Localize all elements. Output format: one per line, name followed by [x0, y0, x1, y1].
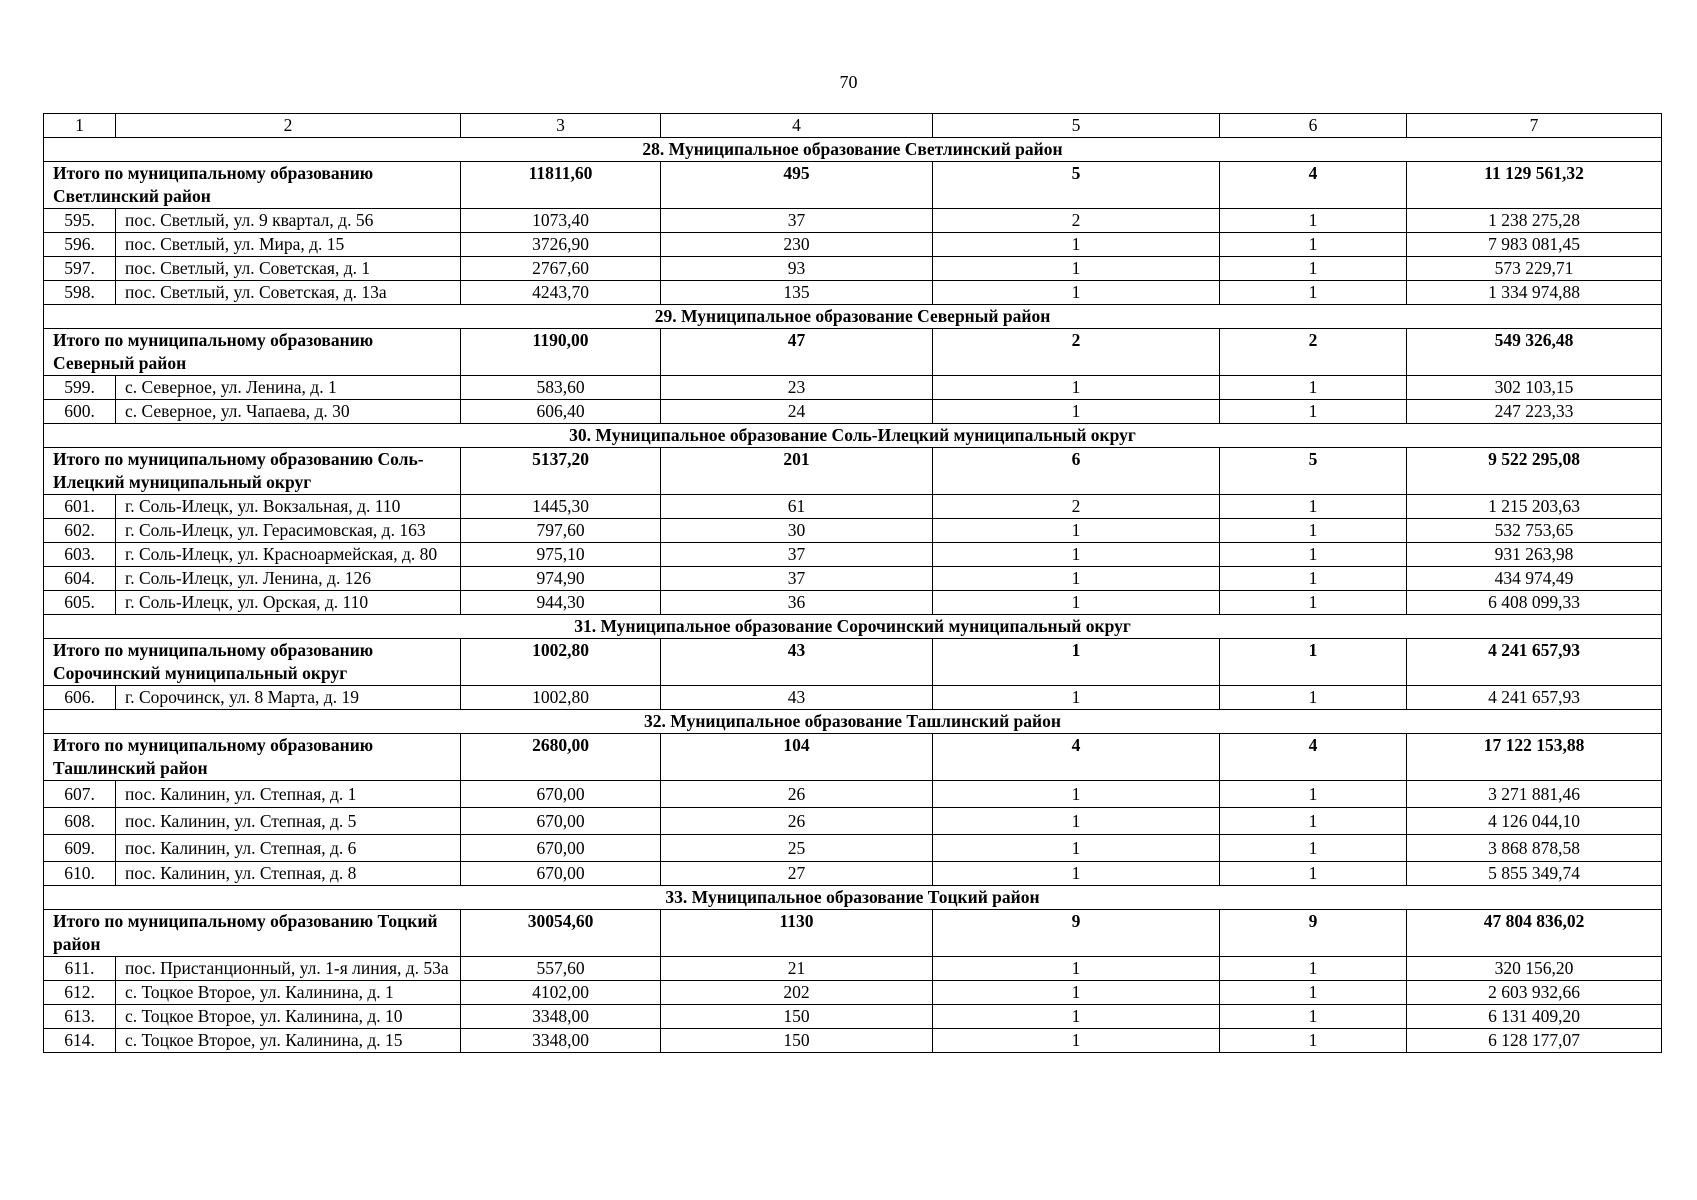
row-address: г. Соль-Илецк, ул. Орская, д. 110 — [116, 591, 461, 615]
row-col6: 1 — [1220, 376, 1407, 400]
row-col6: 1 — [1220, 1005, 1407, 1029]
row-number: 609. — [44, 835, 116, 862]
row-residents: 36 — [661, 591, 933, 615]
row-cost: 247 223,33 — [1407, 400, 1662, 424]
section-heading-row — [44, 710, 1662, 734]
column-number: 3 — [461, 114, 661, 138]
section-heading-row — [44, 424, 1662, 448]
row-number: 595. — [44, 209, 116, 233]
row-address: г. Соль-Илецк, ул. Герасимовская, д. 163 — [116, 519, 461, 543]
row-area: 3348,00 — [461, 1005, 661, 1029]
total-residents: 43 — [661, 639, 933, 686]
total-residents: 47 — [661, 329, 933, 376]
total-area: 2680,00 — [461, 734, 661, 781]
page-number: 70 — [839, 72, 858, 92]
section-title: 29. Муниципальное образование Северный район — [44, 305, 1662, 329]
row-col5: 1 — [933, 376, 1220, 400]
row-address: г. Соль-Илецк, ул. Красноармейская, д. 80 — [116, 543, 461, 567]
total-label: Итого по муниципальному образованию Соль-Илецкий муниципальный округ — [44, 448, 461, 495]
row-cost: 320 156,20 — [1407, 957, 1662, 981]
row-area: 606,40 — [461, 400, 661, 424]
row-address: пос. Калинин, ул. Степная, д. 8 — [116, 862, 461, 886]
row-address: с. Северное, ул. Ленина, д. 1 — [116, 376, 461, 400]
row-col6: 1 — [1220, 257, 1407, 281]
table-row — [44, 233, 1662, 257]
total-col6: 1 — [1220, 639, 1407, 686]
row-residents: 26 — [661, 808, 933, 835]
row-col6: 1 — [1220, 519, 1407, 543]
row-area: 670,00 — [461, 781, 661, 808]
row-col6: 1 — [1220, 686, 1407, 710]
section-heading-row — [44, 615, 1662, 639]
row-col6: 1 — [1220, 543, 1407, 567]
row-number: 604. — [44, 567, 116, 591]
row-area: 1445,30 — [461, 495, 661, 519]
row-residents: 202 — [661, 981, 933, 1005]
row-number: 606. — [44, 686, 116, 710]
row-col5: 1 — [933, 257, 1220, 281]
section-title: 31. Муниципальное образование Сорочинский муниципальный округ — [44, 615, 1662, 639]
row-number: 612. — [44, 981, 116, 1005]
row-col5: 1 — [933, 957, 1220, 981]
row-area: 2767,60 — [461, 257, 661, 281]
row-area: 670,00 — [461, 835, 661, 862]
row-col5: 1 — [933, 781, 1220, 808]
row-area: 670,00 — [461, 808, 661, 835]
column-number-row — [44, 114, 1662, 138]
row-area: 4243,70 — [461, 281, 661, 305]
table-row — [44, 591, 1662, 615]
table-row — [44, 686, 1662, 710]
total-area: 1190,00 — [461, 329, 661, 376]
row-number: 613. — [44, 1005, 116, 1029]
row-address: пос. Светлый, ул. Советская, д. 1 — [116, 257, 461, 281]
row-cost: 5 855 349,74 — [1407, 862, 1662, 886]
row-cost: 6 128 177,07 — [1407, 1029, 1662, 1053]
table-row — [44, 1029, 1662, 1053]
row-col5: 1 — [933, 233, 1220, 257]
total-col6: 4 — [1220, 734, 1407, 781]
row-address: г. Соль-Илецк, ул. Ленина, д. 126 — [116, 567, 461, 591]
row-area: 797,60 — [461, 519, 661, 543]
row-number: 597. — [44, 257, 116, 281]
section-title: 32. Муниципальное образование Ташлинский район — [44, 710, 1662, 734]
total-cost: 4 241 657,93 — [1407, 639, 1662, 686]
row-address: пос. Калинин, ул. Степная, д. 1 — [116, 781, 461, 808]
total-residents: 201 — [661, 448, 933, 495]
row-residents: 37 — [661, 543, 933, 567]
table-row — [44, 567, 1662, 591]
column-number: 4 — [661, 114, 933, 138]
row-residents: 23 — [661, 376, 933, 400]
row-col5: 1 — [933, 981, 1220, 1005]
row-cost: 4 241 657,93 — [1407, 686, 1662, 710]
row-col5: 1 — [933, 835, 1220, 862]
row-col6: 1 — [1220, 781, 1407, 808]
row-area: 3348,00 — [461, 1029, 661, 1053]
row-cost: 1 238 275,28 — [1407, 209, 1662, 233]
row-cost: 4 126 044,10 — [1407, 808, 1662, 835]
total-label: Итого по муниципальному образованию Светлинский район — [44, 162, 461, 209]
row-residents: 43 — [661, 686, 933, 710]
row-address: пос. Калинин, ул. Степная, д. 6 — [116, 835, 461, 862]
row-residents: 61 — [661, 495, 933, 519]
total-residents: 104 — [661, 734, 933, 781]
row-residents: 150 — [661, 1029, 933, 1053]
row-col5: 1 — [933, 281, 1220, 305]
row-area: 4102,00 — [461, 981, 661, 1005]
row-address: с. Тоцкое Второе, ул. Калинина, д. 10 — [116, 1005, 461, 1029]
row-col5: 1 — [933, 1029, 1220, 1053]
row-number: 602. — [44, 519, 116, 543]
total-cost: 47 804 836,02 — [1407, 910, 1662, 957]
row-area: 975,10 — [461, 543, 661, 567]
section-heading-row — [44, 886, 1662, 910]
total-residents: 1130 — [661, 910, 933, 957]
total-col6: 9 — [1220, 910, 1407, 957]
row-col5: 2 — [933, 209, 1220, 233]
total-cost: 17 122 153,88 — [1407, 734, 1662, 781]
row-col6: 1 — [1220, 209, 1407, 233]
row-cost: 6 131 409,20 — [1407, 1005, 1662, 1029]
row-address: пос. Светлый, ул. 9 квартал, д. 56 — [116, 209, 461, 233]
row-col6: 1 — [1220, 281, 1407, 305]
row-number: 611. — [44, 957, 116, 981]
row-address: с. Тоцкое Второе, ул. Калинина, д. 15 — [116, 1029, 461, 1053]
row-address: с. Северное, ул. Чапаева, д. 30 — [116, 400, 461, 424]
row-residents: 24 — [661, 400, 933, 424]
row-address: пос. Светлый, ул. Мира, д. 15 — [116, 233, 461, 257]
row-number: 596. — [44, 233, 116, 257]
table-row — [44, 281, 1662, 305]
row-cost: 1 334 974,88 — [1407, 281, 1662, 305]
row-area: 1002,80 — [461, 686, 661, 710]
row-number: 610. — [44, 862, 116, 886]
total-area: 5137,20 — [461, 448, 661, 495]
total-area: 11811,60 — [461, 162, 661, 209]
total-col6: 5 — [1220, 448, 1407, 495]
register-table — [43, 113, 1662, 1053]
table-row — [44, 209, 1662, 233]
section-total-row — [44, 910, 1662, 957]
row-col6: 1 — [1220, 233, 1407, 257]
total-col6: 2 — [1220, 329, 1407, 376]
table-row — [44, 981, 1662, 1005]
total-col5: 5 — [933, 162, 1220, 209]
table-row — [44, 1005, 1662, 1029]
row-residents: 37 — [661, 209, 933, 233]
row-residents: 27 — [661, 862, 933, 886]
total-area: 1002,80 — [461, 639, 661, 686]
row-area: 974,90 — [461, 567, 661, 591]
table-row — [44, 781, 1662, 808]
table-row — [44, 808, 1662, 835]
row-col6: 1 — [1220, 835, 1407, 862]
column-number: 7 — [1407, 114, 1662, 138]
row-residents: 21 — [661, 957, 933, 981]
total-cost: 11 129 561,32 — [1407, 162, 1662, 209]
row-address: пос. Пристанционный, ул. 1-я линия, д. 53а — [116, 957, 461, 981]
section-title: 30. Муниципальное образование Соль-Илецкий муниципальный округ — [44, 424, 1662, 448]
row-col5: 1 — [933, 862, 1220, 886]
row-address: с. Тоцкое Второе, ул. Калинина, д. 1 — [116, 981, 461, 1005]
row-area: 3726,90 — [461, 233, 661, 257]
section-total-row — [44, 734, 1662, 781]
column-number: 5 — [933, 114, 1220, 138]
table-row — [44, 519, 1662, 543]
section-title: 33. Муниципальное образование Тоцкий район — [44, 886, 1662, 910]
row-col6: 1 — [1220, 495, 1407, 519]
row-col6: 1 — [1220, 591, 1407, 615]
total-label: Итого по муниципальному образованию Сорочинский муниципальный округ — [44, 639, 461, 686]
table-row — [44, 543, 1662, 567]
register-table-body — [44, 114, 1662, 1053]
row-area: 557,60 — [461, 957, 661, 981]
row-col5: 2 — [933, 495, 1220, 519]
section-total-row — [44, 329, 1662, 376]
row-residents: 30 — [661, 519, 933, 543]
total-residents: 495 — [661, 162, 933, 209]
row-col6: 1 — [1220, 808, 1407, 835]
row-col5: 1 — [933, 686, 1220, 710]
total-col5: 1 — [933, 639, 1220, 686]
row-cost: 1 215 203,63 — [1407, 495, 1662, 519]
row-cost: 3 868 878,58 — [1407, 835, 1662, 862]
row-cost: 7 983 081,45 — [1407, 233, 1662, 257]
row-number: 605. — [44, 591, 116, 615]
row-residents: 230 — [661, 233, 933, 257]
total-cost: 9 522 295,08 — [1407, 448, 1662, 495]
total-col5: 4 — [933, 734, 1220, 781]
section-title: 28. Муниципальное образование Светлинский район — [44, 138, 1662, 162]
row-cost: 573 229,71 — [1407, 257, 1662, 281]
row-cost: 434 974,49 — [1407, 567, 1662, 591]
row-col5: 1 — [933, 1005, 1220, 1029]
column-number: 1 — [44, 114, 116, 138]
table-row — [44, 257, 1662, 281]
row-number: 608. — [44, 808, 116, 835]
total-label: Итого по муниципальному образованию Северный район — [44, 329, 461, 376]
table-row — [44, 495, 1662, 519]
row-cost: 2 603 932,66 — [1407, 981, 1662, 1005]
row-col5: 1 — [933, 519, 1220, 543]
row-number: 599. — [44, 376, 116, 400]
row-col5: 1 — [933, 543, 1220, 567]
row-col6: 1 — [1220, 567, 1407, 591]
section-heading-row — [44, 138, 1662, 162]
row-area: 583,60 — [461, 376, 661, 400]
total-cost: 549 326,48 — [1407, 329, 1662, 376]
row-address: г. Сорочинск, ул. 8 Марта, д. 19 — [116, 686, 461, 710]
row-cost: 532 753,65 — [1407, 519, 1662, 543]
table-row — [44, 835, 1662, 862]
total-col5: 6 — [933, 448, 1220, 495]
row-number: 598. — [44, 281, 116, 305]
row-cost: 3 271 881,46 — [1407, 781, 1662, 808]
row-number: 600. — [44, 400, 116, 424]
row-col5: 1 — [933, 400, 1220, 424]
column-number: 6 — [1220, 114, 1407, 138]
row-residents: 150 — [661, 1005, 933, 1029]
table-row — [44, 376, 1662, 400]
row-number: 614. — [44, 1029, 116, 1053]
table-row — [44, 957, 1662, 981]
row-col6: 1 — [1220, 862, 1407, 886]
row-number: 607. — [44, 781, 116, 808]
row-residents: 37 — [661, 567, 933, 591]
row-address: пос. Светлый, ул. Советская, д. 13а — [116, 281, 461, 305]
row-col5: 1 — [933, 567, 1220, 591]
table-row — [44, 862, 1662, 886]
total-col5: 9 — [933, 910, 1220, 957]
row-residents: 135 — [661, 281, 933, 305]
column-number: 2 — [116, 114, 461, 138]
row-area: 944,30 — [461, 591, 661, 615]
total-area: 30054,60 — [461, 910, 661, 957]
row-col6: 1 — [1220, 981, 1407, 1005]
row-col6: 1 — [1220, 400, 1407, 424]
row-residents: 26 — [661, 781, 933, 808]
row-area: 1073,40 — [461, 209, 661, 233]
row-col5: 1 — [933, 591, 1220, 615]
row-area: 670,00 — [461, 862, 661, 886]
total-col5: 2 — [933, 329, 1220, 376]
section-heading-row — [44, 305, 1662, 329]
row-col6: 1 — [1220, 957, 1407, 981]
row-address: г. Соль-Илецк, ул. Вокзальная, д. 110 — [116, 495, 461, 519]
section-total-row — [44, 162, 1662, 209]
section-total-row — [44, 639, 1662, 686]
row-cost: 302 103,15 — [1407, 376, 1662, 400]
section-total-row — [44, 448, 1662, 495]
total-col6: 4 — [1220, 162, 1407, 209]
row-residents: 25 — [661, 835, 933, 862]
row-residents: 93 — [661, 257, 933, 281]
total-label: Итого по муниципальному образованию Тоцкий район — [44, 910, 461, 957]
row-cost: 6 408 099,33 — [1407, 591, 1662, 615]
total-label: Итого по муниципальному образованию Ташлинский район — [44, 734, 461, 781]
row-cost: 931 263,98 — [1407, 543, 1662, 567]
row-number: 601. — [44, 495, 116, 519]
row-col5: 1 — [933, 808, 1220, 835]
row-address: пос. Калинин, ул. Степная, д. 5 — [116, 808, 461, 835]
row-number: 603. — [44, 543, 116, 567]
row-col6: 1 — [1220, 1029, 1407, 1053]
table-row — [44, 400, 1662, 424]
